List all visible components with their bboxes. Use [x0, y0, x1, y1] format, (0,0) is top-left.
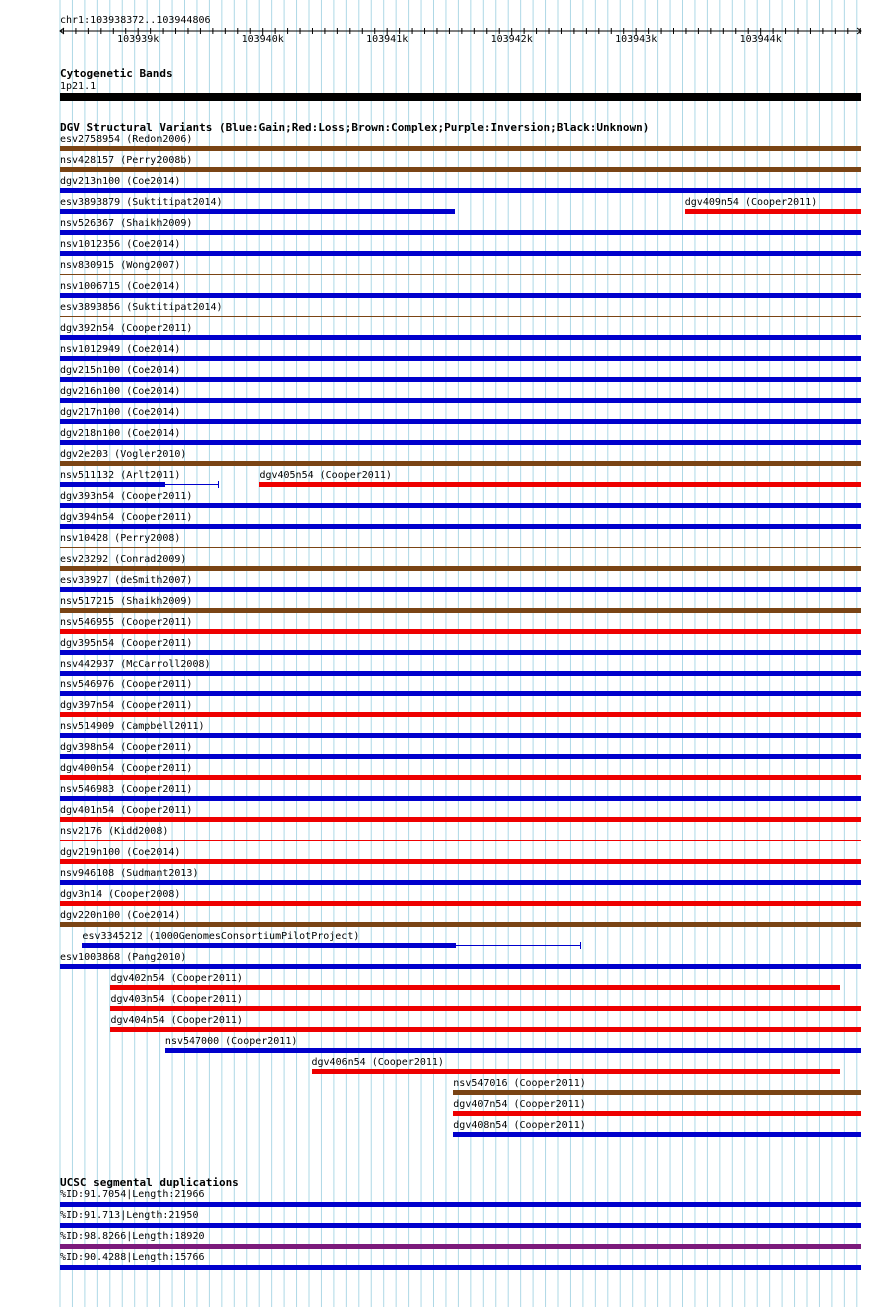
feature-bar[interactable] — [60, 356, 861, 361]
feature-label[interactable]: dgv394n54 (Cooper2011) — [60, 512, 193, 523]
feature-label[interactable]: dgv219n100 (Coe2014) — [60, 847, 181, 858]
feature-label[interactable]: %ID:91.713|Length:21950 — [60, 1210, 199, 1221]
feature-label[interactable]: esv3893879 (Suktitipat2014) — [60, 197, 223, 208]
feature-label[interactable]: dgv216n100 (Coe2014) — [60, 386, 181, 397]
feature-label[interactable]: %ID:91.7054|Length:21966 — [60, 1189, 205, 1200]
feature-bar[interactable] — [60, 754, 861, 759]
feature-bar[interactable] — [60, 316, 861, 317]
feature-bar[interactable] — [60, 482, 165, 487]
feature-label[interactable]: nsv526367 (Shaikh2009) — [60, 218, 193, 229]
feature-label[interactable]: dgv395n54 (Cooper2011) — [60, 638, 193, 649]
feature-label[interactable]: dgv402n54 (Cooper2011) — [110, 973, 243, 984]
feature-bar[interactable] — [60, 796, 861, 801]
feature-bar[interactable] — [60, 712, 861, 717]
feature-bar[interactable] — [685, 209, 861, 214]
feature-label[interactable]: esv3345212 (1000GenomesConsortiumPilotProject) — [82, 931, 360, 942]
feature-label[interactable]: nsv830915 (Wong2007) — [60, 260, 181, 271]
feature-bar[interactable] — [60, 840, 861, 841]
cytoband-label: 1p21.1 — [60, 81, 97, 92]
feature-label[interactable]: nsv547016 (Cooper2011) — [453, 1078, 586, 1089]
feature-bar[interactable] — [60, 629, 861, 634]
feature-bar[interactable] — [259, 482, 861, 487]
feature-label[interactable]: dgv393n54 (Cooper2011) — [60, 491, 193, 502]
feature-bar[interactable] — [60, 922, 861, 927]
ruler-tick-label: 103944k — [739, 34, 782, 45]
feature-bar[interactable] — [60, 964, 861, 969]
feature-label[interactable]: nsv946108 (Sudmant2013) — [60, 868, 199, 879]
feature-extent-line[interactable] — [165, 484, 218, 485]
feature-label[interactable]: esv2758954 (Redon2006) — [60, 134, 193, 145]
feature-label[interactable]: dgv220n100 (Coe2014) — [60, 910, 181, 921]
feature-label[interactable]: dgv403n54 (Cooper2011) — [110, 994, 243, 1005]
feature-bar[interactable] — [60, 566, 861, 571]
feature-bar[interactable] — [60, 1265, 861, 1270]
feature-label[interactable]: nsv2176 (Kidd2008) — [60, 826, 169, 837]
feature-bar[interactable] — [60, 503, 861, 508]
feature-bar[interactable] — [60, 733, 861, 738]
feature-label[interactable]: nsv514909 (Campbell2011) — [60, 721, 205, 732]
feature-label[interactable]: esv23292 (Conrad2009) — [60, 554, 187, 565]
feature-bar[interactable] — [60, 691, 861, 696]
feature-label[interactable]: %ID:90.4288|Length:15766 — [60, 1252, 205, 1263]
feature-label[interactable]: nsv546983 (Cooper2011) — [60, 784, 193, 795]
feature-label[interactable]: %ID:98.8266|Length:18920 — [60, 1231, 205, 1242]
feature-bar[interactable] — [60, 293, 861, 298]
feature-bar[interactable] — [60, 274, 861, 275]
feature-label[interactable]: nsv1012356 (Coe2014) — [60, 239, 181, 250]
feature-label[interactable]: dgv2e203 (Vogler2010) — [60, 449, 187, 460]
feature-label[interactable]: nsv547000 (Cooper2011) — [164, 1036, 298, 1047]
feature-bar[interactable] — [60, 880, 861, 885]
feature-label[interactable]: nsv546976 (Cooper2011) — [60, 679, 193, 690]
feature-label[interactable]: dgv397n54 (Cooper2011) — [60, 700, 193, 711]
feature-label[interactable]: dgv407n54 (Cooper2011) — [453, 1099, 586, 1110]
feature-label[interactable]: dgv404n54 (Cooper2011) — [110, 1015, 243, 1026]
feature-label[interactable]: dgv398n54 (Cooper2011) — [60, 742, 193, 753]
ruler-range-label: chr1:103938372..103944806 — [60, 15, 211, 26]
feature-bar[interactable] — [453, 1111, 861, 1116]
feature-bar[interactable] — [60, 524, 861, 529]
feature-label[interactable]: dgv218n100 (Coe2014) — [60, 428, 181, 439]
feature-extent-cap[interactable] — [580, 942, 581, 949]
feature-bar[interactable] — [60, 817, 861, 822]
feature-bar[interactable] — [60, 146, 861, 151]
feature-bar[interactable] — [60, 398, 861, 403]
feature-bar[interactable] — [60, 587, 861, 592]
feature-bar[interactable] — [60, 188, 861, 193]
ruler-tick-label: 103939k — [117, 34, 160, 45]
feature-bar[interactable] — [60, 419, 861, 424]
feature-bar[interactable] — [60, 377, 861, 382]
feature-bar[interactable] — [110, 1006, 861, 1011]
ruler-tick-label: 103943k — [615, 34, 658, 45]
feature-label[interactable]: nsv10428 (Perry2008) — [60, 533, 181, 544]
feature-bar[interactable] — [60, 335, 861, 340]
feature-bar[interactable] — [60, 461, 861, 466]
feature-bar[interactable] — [60, 901, 861, 906]
feature-label[interactable]: dgv406n54 (Cooper2011) — [311, 1057, 444, 1068]
feature-label[interactable]: nsv511132 (Arlt2011) — [60, 470, 181, 481]
feature-label[interactable]: dgv215n100 (Coe2014) — [60, 365, 181, 376]
feature-label[interactable]: dgv400n54 (Cooper2011) — [60, 763, 193, 774]
ruler-tick-label: 103942k — [490, 34, 533, 45]
feature-label[interactable]: dgv213n100 (Coe2014) — [60, 176, 181, 187]
feature-label[interactable]: nsv517215 (Shaikh2009) — [60, 596, 193, 607]
feature-bar[interactable] — [60, 1202, 861, 1207]
feature-bar[interactable] — [60, 547, 861, 548]
feature-bar[interactable] — [60, 1223, 861, 1228]
feature-bar[interactable] — [165, 1048, 861, 1053]
segdup-track-title: UCSC segmental duplications — [60, 1176, 239, 1189]
feature-label[interactable]: nsv546955 (Cooper2011) — [60, 617, 193, 628]
feature-label[interactable]: dgv405n54 (Cooper2011) — [259, 470, 392, 481]
dgv-track-title: DGV Structural Variants (Blue:Gain;Red:Loss;Brown:Complex;Purple:Inversion;Black:Unknown) — [60, 121, 650, 134]
feature-bar[interactable] — [60, 230, 861, 235]
feature-bar[interactable] — [60, 251, 861, 256]
feature-label[interactable]: nsv1012949 (Coe2014) — [60, 344, 181, 355]
feature-bar[interactable] — [60, 209, 455, 214]
feature-label[interactable]: dgv392n54 (Cooper2011) — [60, 323, 193, 334]
feature-bar[interactable] — [453, 1090, 861, 1095]
feature-label[interactable]: nsv442937 (McCarroll2008) — [60, 659, 211, 670]
feature-label[interactable]: esv3893856 (Suktitipat2014) — [60, 302, 223, 313]
feature-bar[interactable] — [453, 1132, 861, 1137]
feature-bar[interactable] — [60, 650, 861, 655]
feature-label[interactable]: dgv217n100 (Coe2014) — [60, 407, 181, 418]
ruler-tick-label: 103941k — [366, 34, 409, 45]
cytoband-track-title: Cytogenetic Bands — [60, 67, 173, 80]
feature-bar[interactable] — [60, 1244, 861, 1249]
feature-label[interactable]: dgv408n54 (Cooper2011) — [453, 1120, 586, 1131]
feature-label[interactable]: nsv1006715 (Coe2014) — [60, 281, 181, 292]
feature-bar[interactable] — [60, 440, 861, 445]
feature-label[interactable]: dgv401n54 (Cooper2011) — [60, 805, 193, 816]
feature-bar[interactable] — [60, 167, 861, 172]
feature-bar[interactable] — [110, 985, 840, 990]
feature-bar[interactable] — [312, 1069, 841, 1074]
feature-label[interactable]: esv33927 (deSmith2007) — [60, 575, 193, 586]
feature-bar[interactable] — [82, 943, 455, 948]
feature-bar[interactable] — [60, 775, 861, 780]
feature-label[interactable]: dgv3n14 (Cooper2008) — [60, 889, 181, 900]
feature-label[interactable]: dgv409n54 (Cooper2011) — [684, 197, 818, 208]
feature-bar[interactable] — [60, 859, 861, 864]
feature-bar[interactable] — [60, 608, 861, 613]
ruler-tick-label: 103940k — [241, 34, 284, 45]
feature-extent-cap[interactable] — [218, 481, 219, 488]
feature-label[interactable]: nsv428157 (Perry2008b) — [60, 155, 193, 166]
feature-extent-line[interactable] — [456, 945, 580, 946]
feature-label[interactable]: esv1003868 (Pang2010) — [60, 952, 187, 963]
cytoband-bar[interactable] — [60, 93, 861, 101]
feature-bar[interactable] — [110, 1027, 861, 1032]
feature-bar[interactable] — [60, 671, 861, 676]
